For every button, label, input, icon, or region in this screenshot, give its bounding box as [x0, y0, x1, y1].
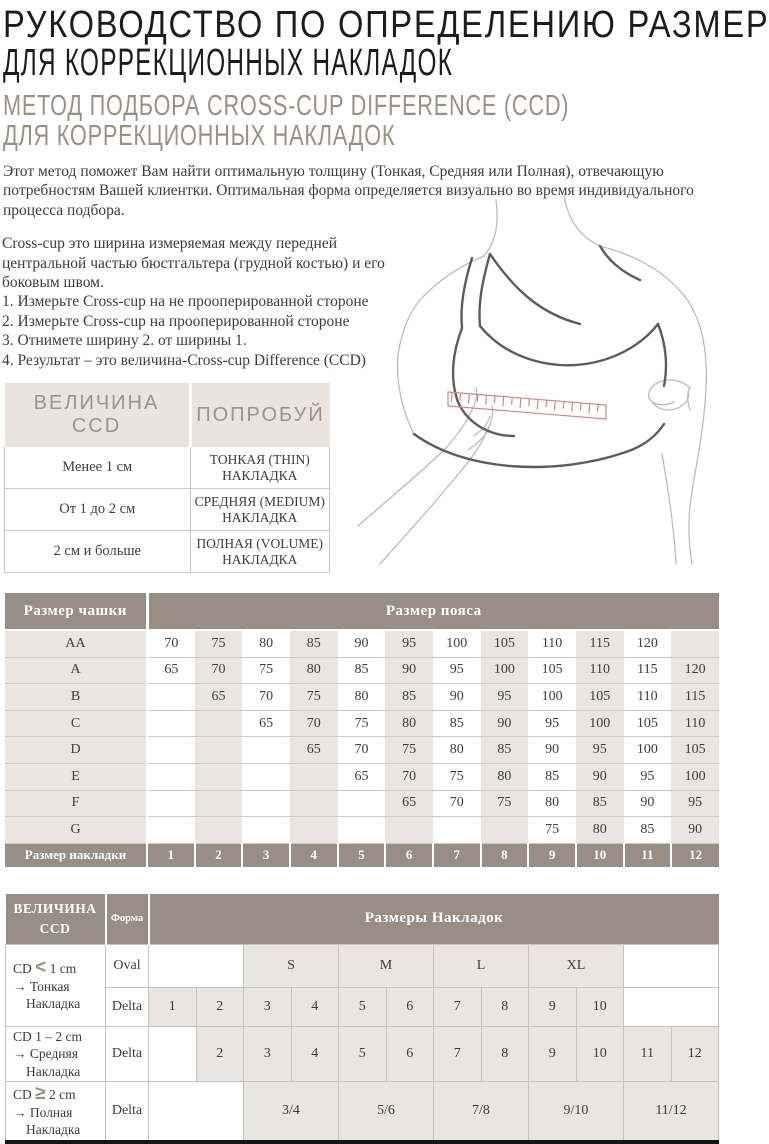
band-size-cell: 80: [338, 684, 386, 711]
band-size-cell: 110: [576, 657, 624, 684]
band-size-cell: 105: [481, 630, 529, 657]
pad-size-table: [5, 894, 719, 1144]
band-size-cell: [481, 817, 529, 844]
band-size-cell: [290, 817, 338, 844]
pad-size-cell: [624, 944, 719, 987]
band-size-cell: 105: [528, 657, 576, 684]
pad-size-cell: M: [339, 944, 434, 987]
ccd-range-cell: CD ≥ 2 cm → Полная Накладка: [6, 1082, 106, 1143]
ccd-try-row: [5, 489, 330, 531]
band-size-cell: [147, 764, 195, 791]
band-size-cell: 120: [671, 657, 719, 684]
pad-sizes-header: Размеры Накладок: [149, 894, 719, 945]
band-size-cell: [147, 710, 195, 737]
band-size-cell: 70: [242, 684, 290, 711]
band-size-cell: [195, 737, 243, 764]
band-size-cell: 80: [528, 790, 576, 817]
band-size-cell: 95: [385, 630, 433, 657]
pad-recommendation: СРЕДНЯЯ (MEDIUM) НАКЛАДКА: [190, 489, 330, 531]
measurement-instructions: [2, 234, 387, 370]
pad-size-number: 1: [147, 843, 195, 867]
band-size-cell: 80: [481, 764, 529, 791]
band-size-cell: [195, 764, 243, 791]
band-size-cell: 85: [576, 790, 624, 817]
pad-size-number: 3: [242, 843, 290, 867]
band-size-table-section: [5, 593, 719, 867]
band-size-cell: 80: [433, 737, 481, 764]
band-size-cell: [290, 790, 338, 817]
band-size-cell: 80: [576, 817, 624, 844]
band-size-cell: [242, 790, 290, 817]
ccd-comparison-symbol: <: [35, 957, 47, 979]
size-row: [5, 710, 719, 737]
pad-size-cell: [149, 1082, 244, 1143]
page-title: [3, 4, 769, 84]
band-size-cell: 90: [385, 657, 433, 684]
pad-size-number: 8: [481, 843, 529, 867]
pad-size-number: 2: [195, 843, 243, 867]
pad-size-cell: 1: [149, 987, 197, 1026]
pad-size-number: 12: [671, 843, 719, 867]
pad-size-cell: 4: [291, 1026, 339, 1082]
band-size-cell: 100: [576, 710, 624, 737]
subtitle-line2: ДЛЯ КОРРЕКЦИОННЫХ НАКЛАДОК: [3, 120, 396, 152]
band-size-cell: [385, 817, 433, 844]
pad-size-number: 5: [338, 843, 386, 867]
band-size-cell: 95: [576, 737, 624, 764]
band-size-cell: 120: [624, 630, 672, 657]
band-size-cell: 100: [624, 737, 672, 764]
pad-size-cell: 3: [244, 1026, 292, 1082]
band-size-cell: 100: [433, 630, 481, 657]
pad-recommendation: ПОЛНАЯ (VOLUME) НАКЛАДКА: [190, 531, 330, 573]
shape-cell: Oval: [106, 944, 149, 987]
band-size-cell: [338, 790, 386, 817]
pad-size-cell: L: [434, 944, 529, 987]
band-size-cell: 70: [290, 710, 338, 737]
band-size-cell: 75: [195, 630, 243, 657]
band-size-cell: 75: [528, 817, 576, 844]
band-size-cell: 100: [481, 657, 529, 684]
band-size-cell: 105: [671, 737, 719, 764]
pad-size-cell: 7: [434, 987, 482, 1026]
pad-size-cell: 5: [339, 1026, 387, 1082]
pad-size-number: 4: [290, 843, 338, 867]
pad-size-cell: [149, 1026, 197, 1082]
band-size-cell: 65: [242, 710, 290, 737]
band-size-cell: 100: [671, 764, 719, 791]
pad-size-cell: [149, 944, 244, 987]
ccd-range: От 1 до 2 см: [5, 489, 191, 531]
pad-size-number: 7: [433, 843, 481, 867]
band-size-cell: 85: [290, 630, 338, 657]
band-size-cell: 70: [195, 657, 243, 684]
step-1: 1. Измерьте Cross-cup на не прооперированной стороне: [2, 293, 369, 311]
pad-size-cell: 3: [244, 987, 292, 1026]
pad-table-row: [6, 944, 719, 987]
band-size-cell: [147, 737, 195, 764]
band-size-cell: 90: [624, 790, 672, 817]
pad-size-cell: [624, 987, 719, 1026]
cup-label: G: [5, 817, 147, 844]
band-size-cell: [147, 790, 195, 817]
band-size-cell: 70: [147, 630, 195, 657]
band-size-cell: 85: [528, 764, 576, 791]
pad-table-row: [6, 987, 719, 1026]
pad-size-cell: 10: [576, 1026, 624, 1082]
pad-table-header: [6, 894, 719, 945]
band-size-cell: [242, 817, 290, 844]
pad-size-number: 10: [576, 843, 624, 867]
pad-size-cell: 4: [291, 987, 339, 1026]
band-size-cell: 95: [433, 657, 481, 684]
band-size-cell: 95: [481, 684, 529, 711]
shape-cell: Delta: [106, 1082, 149, 1143]
band-size-cell: 90: [671, 817, 719, 844]
band-size-cell: 95: [528, 710, 576, 737]
step-3: 3. Отнимете ширину 2. от ширины 1.: [2, 332, 247, 350]
band-size-cell: 90: [528, 737, 576, 764]
band-size-cell: 95: [624, 764, 672, 791]
band-size-cell: [195, 710, 243, 737]
band-size-cell: 85: [624, 817, 672, 844]
band-size-cell: 110: [671, 710, 719, 737]
ccd-try-row: [5, 447, 330, 489]
band-size-cell: 85: [481, 737, 529, 764]
band-size-cell: [195, 790, 243, 817]
intro-paragraph: Этот метод поможет Вам найти оптимальную толщину (Тонкая, Средняя или Полная), отвечающую потребностям Вашей клиентки. Оптимальная форма определяется визуально во время индивидуального процесса подбора.: [3, 163, 694, 219]
band-size-cell: 75: [242, 657, 290, 684]
cup-label: F: [5, 790, 147, 817]
pad-size-cell: 8: [481, 987, 529, 1026]
measurement-illustration: [356, 196, 724, 566]
pad-size-cell: 6: [386, 987, 434, 1026]
pad-size-cell: 8: [481, 1026, 529, 1082]
size-table-header: [5, 593, 719, 630]
band-size-cell: [290, 764, 338, 791]
ccd-range: 2 см и больше: [5, 531, 191, 573]
shape-cell: Delta: [106, 1026, 149, 1082]
cup-size-header: Размер чашки: [5, 593, 147, 630]
shape-header: Форма: [106, 894, 149, 945]
pad-size-cell: 9: [529, 987, 577, 1026]
crosscup-description: Cross-cup это ширина измеряемая между передней центральной частью бюстгальтера (грудной костью) и его боковым швом.: [2, 235, 385, 292]
pad-table-row: [6, 1026, 719, 1082]
size-row: [5, 790, 719, 817]
cup-label: A: [5, 657, 147, 684]
pad-size-cell: 12: [671, 1026, 719, 1082]
size-row: [5, 817, 719, 844]
band-size-cell: [242, 764, 290, 791]
pad-size-number: 9: [528, 843, 576, 867]
band-size-cell: 75: [385, 737, 433, 764]
band-size-cell: 80: [385, 710, 433, 737]
pad-size-table-section: [5, 894, 719, 1144]
pad-size-cell: 11: [624, 1026, 672, 1082]
size-table-footer: [5, 843, 719, 867]
band-size-cell: [433, 817, 481, 844]
size-row: [5, 657, 719, 684]
band-size-cell: [242, 737, 290, 764]
pad-size-cell: 2: [196, 987, 244, 1026]
band-size-cell: 75: [290, 684, 338, 711]
pad-size-number: 6: [385, 843, 433, 867]
band-size-cell: [147, 684, 195, 711]
band-size-cell: 65: [385, 790, 433, 817]
band-size-cell: 115: [624, 657, 672, 684]
band-size-cell: [338, 817, 386, 844]
pad-size-cell: 7/8: [434, 1082, 529, 1143]
pad-size-cell: 5: [339, 987, 387, 1026]
ccd-value-header: ВЕЛИЧИНА CCD: [5, 383, 191, 447]
band-size-cell: 90: [338, 630, 386, 657]
band-size-cell: 105: [576, 684, 624, 711]
size-row: [5, 737, 719, 764]
band-size-cell: 115: [576, 630, 624, 657]
pad-size-footer-label: Размер накладки: [5, 843, 147, 867]
pad-table-row: [6, 1082, 719, 1143]
band-size-cell: 65: [147, 657, 195, 684]
pad-size-number: 11: [624, 843, 672, 867]
ccd-range-cell: CD 1 – 2 cm → Средняя Накладка: [6, 1026, 106, 1082]
band-size-cell: 90: [433, 684, 481, 711]
pad-size-cell: S: [244, 944, 339, 987]
band-size-cell: 85: [338, 657, 386, 684]
band-size-cell: 110: [528, 630, 576, 657]
cup-label: B: [5, 684, 147, 711]
band-size-cell: 70: [338, 737, 386, 764]
band-size-cell: [147, 817, 195, 844]
pad-size-cell: 7: [434, 1026, 482, 1082]
band-size-cell: 70: [433, 790, 481, 817]
band-size-cell: 65: [195, 684, 243, 711]
pad-size-cell: 6: [386, 1026, 434, 1082]
band-size-cell: 65: [290, 737, 338, 764]
cup-label: AA: [5, 630, 147, 657]
cup-label: C: [5, 710, 147, 737]
size-row: [5, 764, 719, 791]
band-size-cell: 90: [481, 710, 529, 737]
ccd-try-row: [5, 531, 330, 573]
shape-cell: Delta: [106, 987, 149, 1026]
band-size-cell: [195, 817, 243, 844]
band-size-cell: [671, 630, 719, 657]
band-size-cell: 110: [624, 684, 672, 711]
pad-size-cell: 5/6: [339, 1082, 434, 1143]
sizing-guide-page: [0, 4, 769, 1138]
step-2: 2. Измерьте Cross-cup на прооперированной стороне: [2, 312, 350, 330]
ccd-range: Менее 1 см: [5, 447, 191, 489]
size-row: [5, 630, 719, 657]
page-title-line1: РУКОВОДСТВО ПО ОПРЕДЕЛЕНИЮ РАЗМЕР: [3, 4, 769, 46]
page-title-line2: ДЛЯ КОРРЕКЦИОННЫХ НАКЛАДОК: [3, 42, 454, 84]
pad-size-cell: 11/12: [624, 1082, 719, 1143]
ccd-range-cell: CD < 1 cm → Тонкая Накладка: [6, 944, 106, 1026]
pad-size-cell: 9: [529, 1026, 577, 1082]
band-size-cell: 105: [624, 710, 672, 737]
pad-size-cell: 2: [196, 1026, 244, 1082]
band-size-table: [5, 593, 719, 867]
subtitle-line1: МЕТОД ПОДБОРА CROSS-CUP DIFFERENCE (CCD): [3, 90, 570, 122]
band-size-cell: 80: [242, 630, 290, 657]
try-header: ПОПРОБУЙ: [190, 383, 330, 447]
step-4: 4. Результат – это величина-Cross-cup Difference (CCD): [2, 351, 366, 369]
band-size-cell: 65: [338, 764, 386, 791]
cup-label: E: [5, 764, 147, 791]
pad-size-cell: 3/4: [244, 1082, 339, 1143]
cup-label: D: [5, 737, 147, 764]
band-size-cell: 115: [671, 684, 719, 711]
band-size-cell: 75: [481, 790, 529, 817]
band-size-cell: 70: [385, 764, 433, 791]
pad-size-cell: XL: [529, 944, 624, 987]
pad-recommendation: ТОНКАЯ (THIN) НАКЛАДКА: [190, 447, 330, 489]
band-size-cell: 85: [433, 710, 481, 737]
band-size-cell: 85: [385, 684, 433, 711]
band-size-cell: 75: [338, 710, 386, 737]
band-size-cell: 95: [671, 790, 719, 817]
band-size-cell: 100: [528, 684, 576, 711]
section-subtitle: [3, 91, 724, 151]
band-size-header: Размер пояса: [147, 593, 719, 630]
ccd-header: ВЕЛИЧИНА CCD: [6, 894, 106, 945]
ccd-comparison-symbol: ≥: [35, 1083, 46, 1105]
size-row: [5, 684, 719, 711]
pad-size-cell: 10: [576, 987, 624, 1026]
band-size-cell: 75: [433, 764, 481, 791]
band-size-cell: 80: [290, 657, 338, 684]
pad-size-cell: 9/10: [529, 1082, 624, 1143]
band-size-cell: 90: [576, 764, 624, 791]
